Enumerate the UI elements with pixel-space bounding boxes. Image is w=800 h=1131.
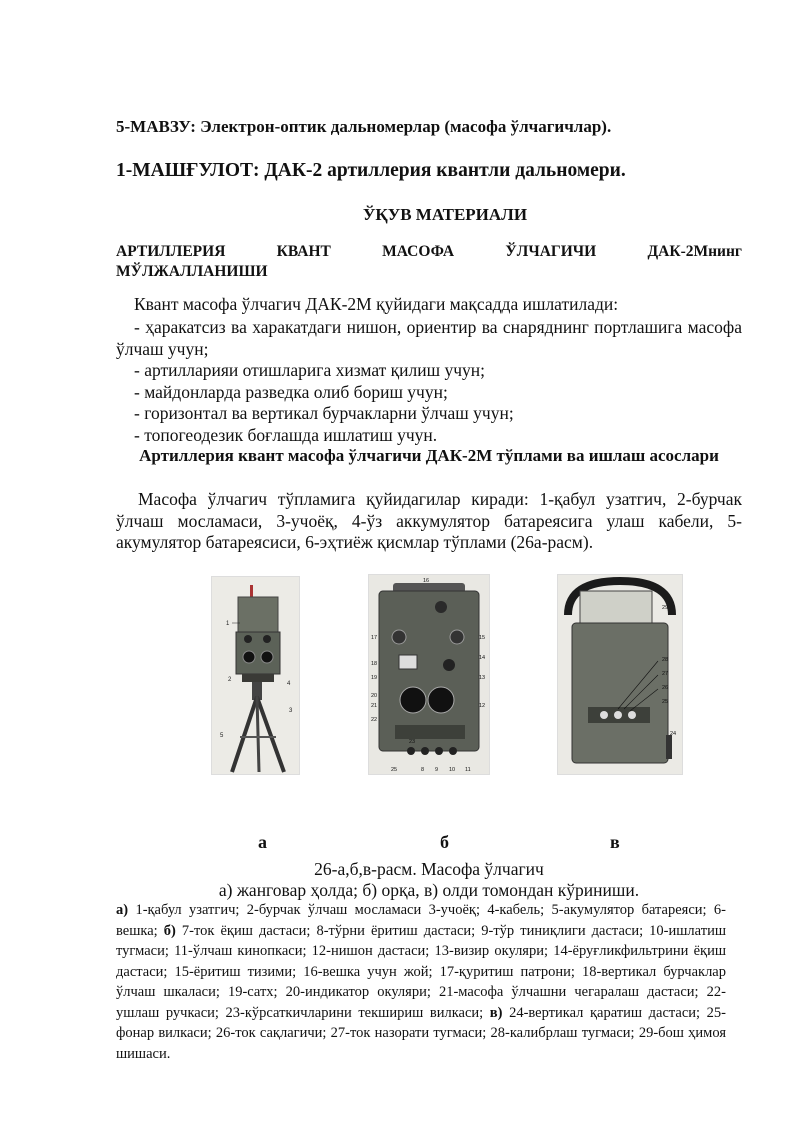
figure-a-photo: [211, 576, 300, 775]
callout-label: 1: [226, 621, 230, 627]
topic-heading: 5-МАВЗУ: Электрон-оптик дальномерлар (масофа ўлчагичлар).: [116, 117, 612, 136]
callout-label: 15: [479, 635, 486, 641]
list-item: - артилларияи отишларига хизмат қилиш учун;: [134, 360, 485, 380]
composition-paragraph: Масофа ўлчагич тўпламига қуйидагилар киради: 1-қабул узатгич, 2-бурчак ўлчаш мосламаси, 3-учоёқ, 4-ўз аккумулятор батареясига улаш кабели, 5-акумулятор батареясиси, 6-эҳтиёж қисмлар тўплами (26а-расм).: [116, 489, 742, 552]
legend-text-c: 24-вертикал қаратиш дастаси; 25-фонар вилкаси; 26-ток сақлагичи; 27-ток назорати тугмаси; 28-калибрлаш тугмаси; 29-бош ҳимоя шишаси.: [116, 1004, 727, 1062]
callout-label: 25: [391, 767, 398, 773]
callout-label: 12: [479, 703, 486, 709]
purpose-heading-line1: [116, 242, 742, 262]
figure-label-b: б: [440, 832, 449, 852]
rangefinder-back-image: [369, 575, 489, 774]
figure-c-photo: [557, 574, 683, 775]
list-item: - майдонларда разведка олиб бориш учун;: [134, 381, 448, 402]
callout-label: 18: [371, 661, 378, 667]
composition-heading: Артиллерия квант масофа ўлчагичи ДАК-2М тўплами ва ишлаш асослари: [139, 446, 719, 465]
purpose-heading: [116, 242, 742, 282]
callout-label: 3: [289, 708, 293, 714]
callout-label: 10: [449, 767, 456, 773]
list-item: - горизонтал ва вертикал бурчакларни ўлчаш учун;: [134, 403, 514, 423]
callout-label: 22: [371, 717, 378, 723]
callout-label: 13: [479, 675, 486, 681]
callout-label: 2: [228, 677, 232, 683]
legend-text-a: 1-қабул узатгич; 2-бурчак ўлчаш мосламаси 3-учоёқ; 4-кабель; 5-акумулятор батареяси; 6-вешка;: [116, 902, 726, 939]
purpose-word: АРТИЛЛЕРИЯ: [116, 243, 226, 260]
callout-label: 20: [371, 693, 378, 699]
figure-label-c: в: [610, 832, 620, 852]
material-heading: ЎҚУВ МАТЕРИАЛИ: [362, 205, 528, 224]
callout-label: 24: [670, 731, 677, 737]
lesson-heading: 1-МАШҒУЛОТ: ДАК-2 артиллерия квантли дальномери.: [116, 160, 626, 181]
purpose-word: ДАК-2Мнинг: [647, 243, 742, 260]
callout-label: 27: [662, 671, 669, 677]
list-item: - ҳаракатсиз ва харакатдаги нишон, ориентир ва снаряднинг портлашига масофа ўлчаш учун;: [116, 317, 742, 359]
callout-label: 25: [662, 699, 669, 705]
legend-marker-c: в): [489, 1004, 503, 1021]
callout-label: 28: [662, 657, 669, 663]
callout-label: 8: [421, 767, 425, 773]
purpose-word: ЎЛЧАГИЧИ: [505, 243, 597, 260]
rangefinder-tripod-image: [212, 577, 299, 774]
callout-label: 14: [479, 655, 486, 661]
callout-label: 29: [662, 605, 669, 611]
callout-label: 26: [662, 685, 669, 691]
legend-text-b: 7-ток ёқиш дастаси; 8-тўрни ёритиш дастаси; 9-тўр тиниқлиги дастаси; 10-ишлатиш тугмаси; 11-ўлчаш кинопкаси; 12-нишон дастаси; 13-визир окуляри; 14-ёруғликфильтрини ёқиш дастаси; 15-ёритиш тизими; 16-вешка учун жой; 17-қуритиш патрони; 18-вертикал бурчаклар ўлчаш шкаласи; 19-сатх; 20-индикатор окуляри; 21-масофа ўлчашни чегаралаш дастаси; 22-ушлаш ручкаси; 23-кўрсаткичларини текшириш вилкаси;: [116, 922, 726, 1021]
intro-paragraph: Квант масофа ўлчагич ДАК-2М қуйидаги мақсадда ишлатилади:: [134, 294, 619, 314]
callout-label: 19: [371, 675, 378, 681]
list-item: - топогеодезик боғлашда ишлатиш учун.: [134, 424, 438, 445]
purpose-word: МАСОФА: [382, 243, 455, 260]
callout-label: 11: [465, 767, 471, 773]
figure-b-photo: [368, 574, 490, 775]
figure-caption-subtitle: а) жанговар ҳолда; б) орқа, в) олди томондан кўриниши.: [218, 880, 640, 900]
purpose-heading-line2: МЎЛЖАЛЛАНИШИ: [116, 263, 268, 280]
callout-label: 9: [435, 767, 439, 773]
legend-marker-a: а): [116, 902, 129, 918]
figure-label-a: а: [258, 832, 267, 852]
purpose-word: КВАНТ: [276, 243, 331, 260]
figure-caption-title: 26-а,б,в-расм. Масофа ўлчагич: [314, 859, 544, 879]
legend-marker-b: б): [163, 922, 176, 939]
purpose-list: [116, 317, 742, 446]
callout-label: 23: [409, 739, 416, 745]
callout-label: 16: [423, 578, 430, 584]
callout-label: 17: [371, 635, 378, 641]
callout-label: 21: [371, 703, 378, 709]
figure-legend: [116, 900, 726, 1064]
callout-label: 4: [287, 681, 291, 687]
rangefinder-front-image: [558, 575, 682, 774]
callout-label: 5: [220, 733, 224, 739]
